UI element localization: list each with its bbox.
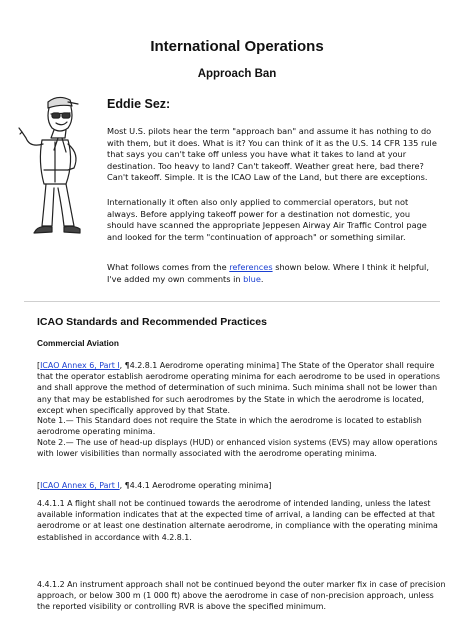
eddie-paragraph-3 [107, 262, 439, 285]
annex-ref-paragraph-1 [37, 360, 447, 416]
section-divider [24, 301, 440, 302]
p3-text-middle: shown below. Where I think it helpful, I've added my own comments in [107, 262, 429, 284]
paragraph-4-4-1-2: 4.4.1.2 An instrument approach shall not be continued beyond the outer marker fix in case of precision approach, or below 300 m (1 000 ft) above the aerodrome in case of non-precision approach, unless the reported visibility or controlling RVR is above the specified minimum. [37, 580, 446, 612]
bracket-open: [ [37, 361, 41, 370]
references-link[interactable]: references [229, 262, 273, 272]
annex-ref-paragraph-2 [37, 480, 447, 491]
eddie-sez-heading: Eddie Sez: [107, 97, 171, 111]
ref1-text: , ¶4.2.8.1 Aerodrome operating minima] The State of the Operator shall require that the operator establish aerodrome operating minima for each aerodrome to be used in operations and shall approve the method of determination of such minima. Such minima shall not be lower than any that may be established for such aerodromes by the State in which the aerodrome is located, except when specifically approved by that State. [37, 361, 440, 415]
icao-annex-6-link-2[interactable]: ICAO Annex 6, Part I [40, 481, 120, 490]
eddie-paragraph-1: Most U.S. pilots hear the term "approach ban" and assume it has nothing to do with them, but it does. What is it? You can think of it as the U.S. 14 CFR 135 rule that says you can't take off unless you have what it takes to land at your destination. Too heavy to land? Can't takeoff. Weather great here, bad there? Can't takeoff. Simple. It is the ICAO Law of the Land, but there are exceptions. [107, 126, 437, 182]
icao-annex-6-link-1[interactable]: ICAO Annex 6, Part I [40, 361, 120, 370]
eddie-paragraph-2: Internationally it often also only applied to commercial operators, but not always. Before applying takeoff power for a destination not domestic, you should have scanned the appropriate Jeppesen Airway Air Traffic Control page and looked for the term "continuation of approach" or something similar. [107, 197, 427, 242]
ref2-text: , ¶4.4.1 Aerodrome operating minima] [119, 481, 272, 490]
note-1: Note 1.— This Standard does not require the State in which the aerodrome is located to establish aerodrome operating minima. [37, 416, 422, 437]
note-2: Note 2.— The use of head-up displays (HUD) or enhanced vision systems (EVS) may allow operations with lower visibilities than normally associated with the aerodrome operating minima. [37, 438, 438, 459]
bracket-open-2: [ [37, 481, 41, 490]
p3-text-after: . [260, 273, 264, 284]
eddie-pilot-cartoon-icon [18, 92, 88, 242]
blue-word: blue [243, 273, 261, 284]
page-title: International Operations [150, 38, 324, 55]
section-subheading: Commercial Aviation [37, 338, 119, 348]
paragraph-4-4-1-1: 4.4.1.1 A flight shall not be continued towards the aerodrome of intended landing, unless the latest available information indicates that at the expected time of arrival, a landing can be effected at that aerodrome or at least one destination alternate aerodrome, in compliance with the operating minima established in accordance with 4.2.8.1. [37, 499, 438, 542]
p3-text-before: What follows comes from the [107, 262, 230, 272]
section-heading: ICAO Standards and Recommended Practices [37, 316, 267, 328]
page-subtitle: Approach Ban [197, 68, 277, 80]
